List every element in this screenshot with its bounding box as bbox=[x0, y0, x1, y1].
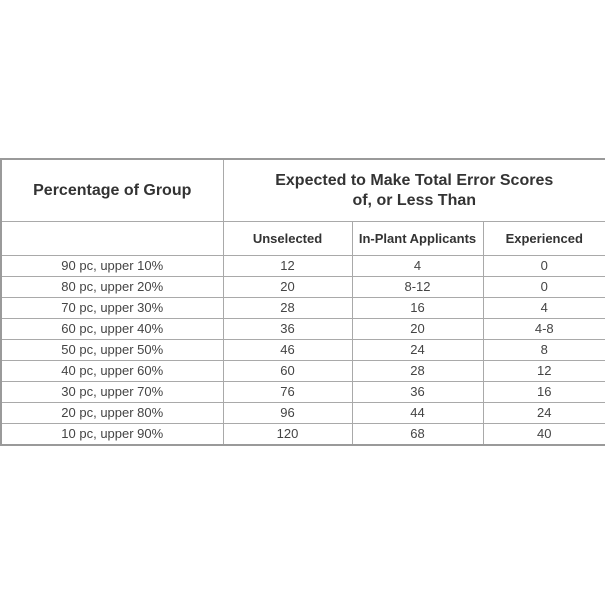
cell-in-plant-applicants: 36 bbox=[352, 382, 483, 403]
cell-percentage: 70 pc, upper 30% bbox=[1, 298, 223, 319]
cell-unselected: 46 bbox=[223, 340, 352, 361]
cell-in-plant-applicants: 20 bbox=[352, 319, 483, 340]
cell-unselected: 28 bbox=[223, 298, 352, 319]
percentage-of-group-header: Percentage of Group bbox=[1, 159, 223, 222]
cell-unselected: 76 bbox=[223, 382, 352, 403]
cell-in-plant-applicants: 28 bbox=[352, 361, 483, 382]
table-row bbox=[1, 403, 605, 424]
table-row bbox=[1, 319, 605, 340]
subheader-in-plant-applicants: In-Plant Applicants bbox=[352, 222, 483, 256]
table-row bbox=[1, 424, 605, 446]
table-row bbox=[1, 361, 605, 382]
cell-unselected: 20 bbox=[223, 277, 352, 298]
cell-percentage: 60 pc, upper 40% bbox=[1, 319, 223, 340]
cell-percentage: 40 pc, upper 60% bbox=[1, 361, 223, 382]
table-row bbox=[1, 382, 605, 403]
cell-experienced: 12 bbox=[483, 361, 605, 382]
error-scores-table bbox=[0, 158, 605, 446]
cell-percentage: 30 pc, upper 70% bbox=[1, 382, 223, 403]
cell-percentage: 20 pc, upper 80% bbox=[1, 403, 223, 424]
table-row bbox=[1, 277, 605, 298]
cell-experienced: 16 bbox=[483, 382, 605, 403]
cell-unselected: 36 bbox=[223, 319, 352, 340]
cell-percentage: 10 pc, upper 90% bbox=[1, 424, 223, 446]
subheader-unselected: Unselected bbox=[223, 222, 352, 256]
cell-in-plant-applicants: 8-12 bbox=[352, 277, 483, 298]
expected-scores-header bbox=[223, 159, 605, 222]
table-subheader-row bbox=[1, 222, 605, 256]
cell-experienced: 0 bbox=[483, 256, 605, 277]
cell-in-plant-applicants: 4 bbox=[352, 256, 483, 277]
subheader-blank bbox=[1, 222, 223, 256]
cell-in-plant-applicants: 44 bbox=[352, 403, 483, 424]
subheader-experienced: Experienced bbox=[483, 222, 605, 256]
cell-experienced: 4-8 bbox=[483, 319, 605, 340]
table-row bbox=[1, 298, 605, 319]
cell-percentage: 80 pc, upper 20% bbox=[1, 277, 223, 298]
cell-experienced: 40 bbox=[483, 424, 605, 446]
expected-scores-header-line2: of, or Less Than bbox=[352, 191, 477, 209]
cell-in-plant-applicants: 16 bbox=[352, 298, 483, 319]
cell-experienced: 4 bbox=[483, 298, 605, 319]
cell-experienced: 8 bbox=[483, 340, 605, 361]
table-body bbox=[1, 256, 605, 446]
cell-experienced: 0 bbox=[483, 277, 605, 298]
cell-percentage: 50 pc, upper 50% bbox=[1, 340, 223, 361]
cell-percentage: 90 pc, upper 10% bbox=[1, 256, 223, 277]
cell-unselected: 96 bbox=[223, 403, 352, 424]
cell-unselected: 12 bbox=[223, 256, 352, 277]
expected-scores-header-line1: Expected to Make Total Error Scores bbox=[275, 171, 554, 189]
table-row bbox=[1, 256, 605, 277]
cell-unselected: 60 bbox=[223, 361, 352, 382]
cell-in-plant-applicants: 24 bbox=[352, 340, 483, 361]
cell-in-plant-applicants: 68 bbox=[352, 424, 483, 446]
cell-experienced: 24 bbox=[483, 403, 605, 424]
table-header-row bbox=[1, 159, 605, 222]
table-row bbox=[1, 340, 605, 361]
cell-unselected: 120 bbox=[223, 424, 352, 446]
